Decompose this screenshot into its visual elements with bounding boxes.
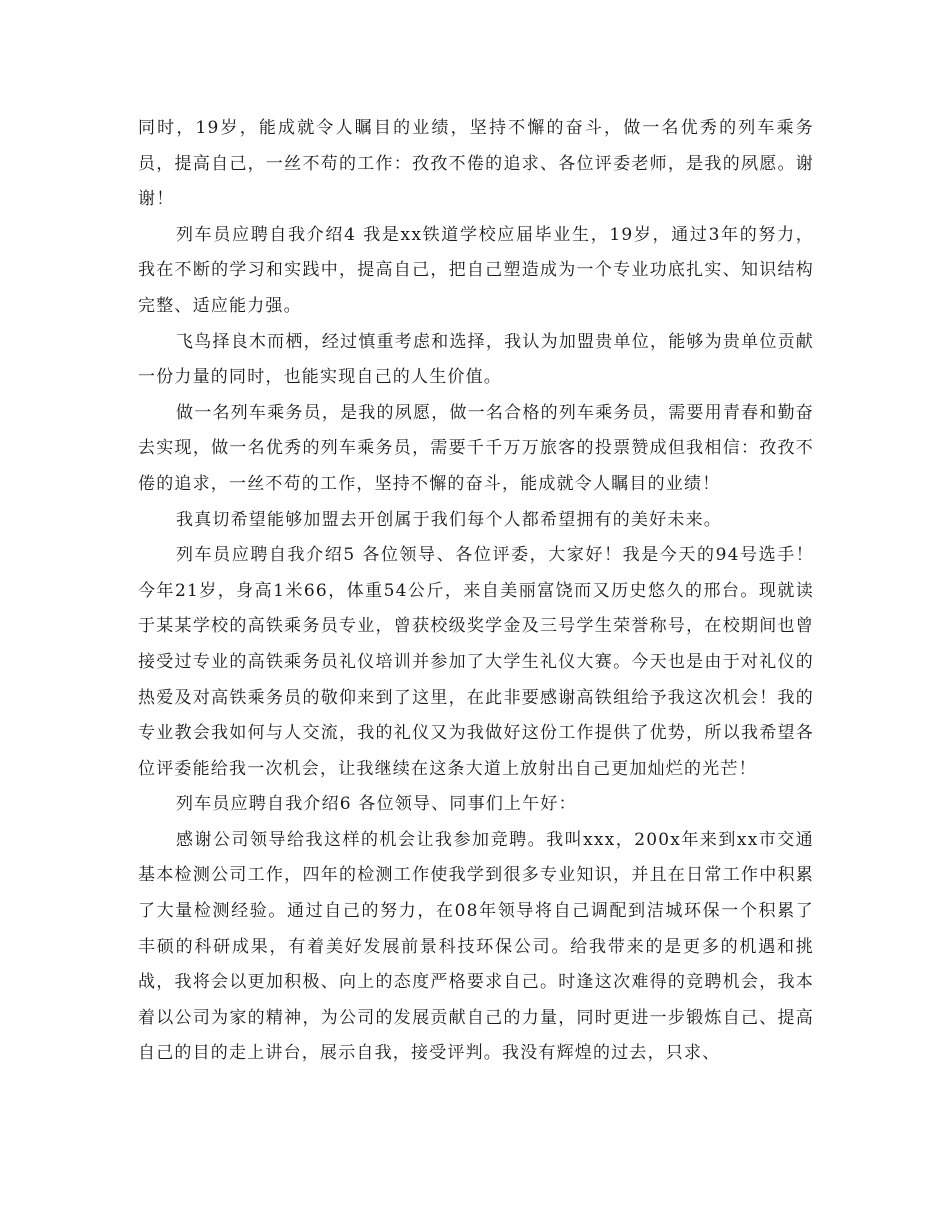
paragraph-2: 列车员应聘自我介绍4 我是xx铁道学校应届毕业生，19岁，通过3年的努力，我在不断的学习和实践中，提高自己，把自己塑造成为一个专业功底扎实、知识结构完整、适应能力强。 bbox=[138, 224, 814, 316]
paragraph-4: 做一名列车乘务员，是我的夙愿，做一名合格的列车乘务员，需要用青春和勤奋去实现，做一名优秀的列车乘务员，需要千千万万旅客的投票赞成但我相信：孜孜不倦的追求，一丝不苟的工作，坚持不懈的奋斗，能成就令人瞩目的业绩！ bbox=[138, 402, 814, 494]
paragraph-6: 列车员应聘自我介绍5 各位领导、各位评委，大家好！我是今天的94号选手！今年21岁，身高1米66，体重54公斤，来自美丽富饶而又历史悠久的邢台。现就读于某某学校的高铁乘务员专业，曾获校级奖学金及三号学生荣誉称号，在校期间也曾接受过专业的高铁乘务员礼仪培训并参加了大学生礼仪大赛。今天也是由于对礼仪的热爱及对高铁乘务员的敬仰来到了这里，在此非要感谢高铁组给予我这次机会！我的专业教会我如何与人交流，我的礼仪又为我做好这份工作提供了优势，所以我希望各位评委能给我一次机会，让我继续在这条大道上放射出自己更加灿烂的光芒！ bbox=[138, 545, 814, 779]
paragraph-3: 飞鸟择良木而栖，经过慎重考虑和选择，我认为加盟贵单位，能够为贵单位贡献一份力量的同时，也能实现自己的人生价值。 bbox=[138, 331, 814, 388]
paragraph-7: 列车员应聘自我介绍6 各位领导、同事们上午好： bbox=[176, 794, 577, 815]
document-body bbox=[138, 111, 814, 1072]
paragraph-5: 我真切希望能够加盟去开创属于我们每个人都希望拥有的美好未来。 bbox=[176, 509, 722, 530]
paragraph-8: 感谢公司领导给我这样的机会让我参加竞聘。我叫xxx，200x年来到xx市交通基本检测公司工作，四年的检测工作使我学到很多专业知识，并且在日常工作中积累了大量检测经验。通过自己的努力，在08年领导将自己调配到洁城环保一个积累了丰硕的科研成果，有着美好发展前景科技环保公司。给我带来的是更多的机遇和挑战，我将会以更加积极、向上的态度严格要求自己。时逢这次难得的竞聘机会，我本着以公司为家的精神，为公司的发展贡献自己的力量，同时更进一步锻炼自己、提高自己的目的走上讲台，展示自我，接受评判。我没有辉煌的过去，只求、 bbox=[138, 829, 814, 1064]
paragraph-1: 同时，19岁，能成就令人瞩目的业绩，坚持不懈的奋斗，做一名优秀的列车乘务员，提高自己，一丝不苟的工作：孜孜不倦的追求、各位评委老师，是我的夙愿。谢谢！ bbox=[138, 118, 814, 210]
